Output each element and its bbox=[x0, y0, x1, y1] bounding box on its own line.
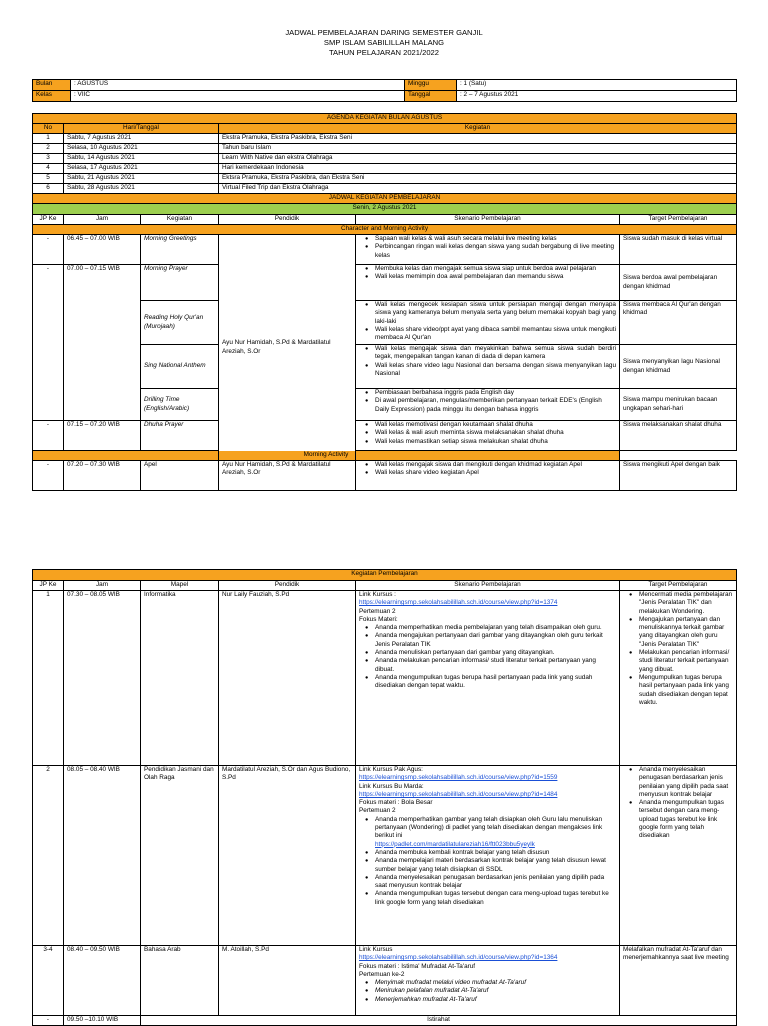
agenda-date: Sabtu, 7 Agustus 2021 bbox=[64, 134, 219, 144]
skenario-cell bbox=[356, 946, 620, 1016]
skenario-item: ● Menerjemahkan mufradat At-Ta'aruf bbox=[375, 996, 616, 1004]
schedule-table bbox=[32, 113, 737, 491]
table-row bbox=[33, 265, 737, 301]
target-item: ● Ananda mengumpulkan tugas tersebut dengan cara meng-upload tugas terebut ke link google form yang telah disediakan bbox=[639, 799, 733, 840]
jp-cell: - bbox=[33, 461, 64, 491]
mapel-cell: Pendidikan Jasmani dan Olah Raga bbox=[141, 766, 219, 946]
skenario-item: ● Menyimak mufradat melalui video mufradat At-Ta'aruf bbox=[375, 979, 616, 987]
pendidik-cell: Nur Laily Fauziah, S.Pd bbox=[219, 591, 356, 766]
skenario-item: ● Di awal pembelajaran, mengulas/memberikan pertanyaan terkait EDE's (English Daily Expression) pada minggu itu dengan bahasa inggris bbox=[375, 397, 616, 414]
break-cell: Istirahat bbox=[141, 1016, 737, 1026]
mapel-cell: Bahasa Arab bbox=[141, 946, 219, 1016]
jadwal-title: JADWAL KEGIATAN PEMBELAJARAN bbox=[33, 194, 737, 204]
table-row bbox=[33, 591, 737, 766]
agenda-col-activity: Kegiatan bbox=[219, 124, 737, 134]
jam-cell: 09.50 –10.10 WIB bbox=[64, 1016, 141, 1026]
jam-cell: 07.30 – 08.05 WIB bbox=[64, 591, 141, 766]
agenda-title: AGENDA KEGIATAN BULAN AGUSTUS bbox=[33, 114, 737, 124]
skenario-cell bbox=[356, 345, 620, 389]
info-table bbox=[32, 79, 737, 102]
link-label: Link Kursus : bbox=[359, 591, 396, 598]
title-line-2: SMP ISLAM SABILILLAH MALANG bbox=[323, 38, 445, 47]
col-jp: JP Ke bbox=[33, 215, 64, 225]
jam-cell: 08.05 – 08.40 WIB bbox=[64, 766, 141, 946]
skenario-item: ● Ananda mengumpulkan tugas tersebut dengan cara meng-upload tugas terebut ke link google form yang telah disediakan bbox=[375, 890, 616, 907]
skenario-item: ● Wali kelas memotivasi dengan keutamaan shalat dhuha bbox=[375, 421, 616, 429]
pendidik-cell: M. Atoillah, S.Pd bbox=[219, 946, 356, 1016]
pendidik-cell: Mardatilatul Areziah, S.Or dan Agus Budiono, S.Pd bbox=[219, 766, 356, 946]
target-item: ● Mencermati media pembelajaran "Jenis Peralatan TIK" dan melakukan Wondering. bbox=[639, 591, 733, 616]
jp-cell: - bbox=[33, 265, 64, 421]
agenda-col-no: No bbox=[33, 124, 64, 134]
pendidik-cell: Ayu Nur Hamidah, S.Pd & Mardatilatul Areziah, S.Or bbox=[219, 235, 356, 461]
target-item: ● Mengajukan pertanyaan dan menuliskannya terkait gambar yang ditayangkan oleh guru "Jenis Peralatan TIK" bbox=[639, 616, 733, 649]
agenda-row bbox=[33, 184, 737, 194]
skenario-cell bbox=[356, 389, 620, 421]
agenda-no: 2 bbox=[33, 144, 64, 154]
skenario-cell bbox=[356, 421, 620, 451]
agenda-activity: Hari kemerdekaan Indonesia bbox=[219, 164, 737, 174]
kegiatan-cell: Morning Greetings bbox=[141, 235, 219, 265]
agenda-row bbox=[33, 174, 737, 184]
kegiatan-cell: Morning Prayer bbox=[141, 265, 219, 301]
skenario-text: Ananda memperhatikan gambar yang telah disiapkan oleh Guru lalu menuliskan pertanyaan (Wondering) di padlet yang telah disediakan dengan mengakses link berikut ini bbox=[375, 815, 603, 840]
skenario-cell bbox=[356, 265, 620, 301]
col-target: Target Pembelajaran bbox=[620, 581, 737, 591]
col-jam: Jam bbox=[64, 215, 141, 225]
skenario-item: ● Ananda mengumpulkan tugas berupa hasil pertanyaan pada link yang sudah disediakan dengan tepat waktu. bbox=[375, 674, 616, 691]
section-morning: Morning Activity bbox=[33, 451, 620, 461]
agenda-col-date: Hari/Tanggal bbox=[64, 124, 219, 134]
link-label: Link Kursus bbox=[359, 946, 393, 953]
course-link[interactable]: https://elearningsmp.sekolahsabilillah.sch.id/course/view.php?id=1364 bbox=[359, 954, 558, 962]
table-row bbox=[33, 421, 737, 451]
target-cell: Siswa mampu menirukan bacaan ungkapan sehari-hari bbox=[620, 389, 737, 421]
focus-label: Fokus materi : Bola Besar bbox=[359, 799, 433, 807]
kegiatan-cell: Apel bbox=[141, 461, 219, 491]
mapel-cell: Informatika bbox=[141, 591, 219, 766]
col-skenario: Skenario Pembelajaran bbox=[356, 581, 620, 591]
skenario-item: ● Wali kelas share video lagu Nasional dan bersama dengan siswa menyanyikan lagu Nasional bbox=[375, 362, 616, 379]
doc-title bbox=[0, 28, 768, 58]
jp-cell: - bbox=[33, 1016, 64, 1026]
title-line-3: TAHUN PELAJARAN 2021/2022 bbox=[328, 48, 440, 57]
target-item: ● Ananda menyelesaikan penugasan berdasarkan jenis penilaian yang dipilih pada saat menyusun kontrak belajar bbox=[639, 766, 733, 799]
target-cell: Melafalkan mufradat At-Ta'aruf dan menerjemahkannya saat live meeting bbox=[620, 946, 737, 1016]
kelas-label: Kelas bbox=[33, 91, 71, 102]
skenario-item: ● Ananda membuka kembali kontrak belajar yang telah disusun bbox=[375, 849, 616, 857]
target-cell: Siswa membaca Al Qur'an dengan khidmad bbox=[620, 301, 737, 345]
target-item: ● Melakukan pencarian informasi/ studi literatur terkait pertanyaan yang dibuat. bbox=[639, 649, 733, 674]
target-cell: Siswa mengikuti Apel dengan baik bbox=[620, 461, 737, 491]
skenario-item: ● Wali kelas share video kegiatan Apel bbox=[375, 469, 616, 477]
table-row bbox=[33, 461, 737, 491]
col-skenario: Skenario Pembelajaran bbox=[356, 215, 620, 225]
kbm-title: Kegiatan Pembelajaran bbox=[33, 570, 737, 581]
skenario-cell bbox=[356, 461, 620, 491]
meeting-label: Pertemuan ke-2 bbox=[359, 970, 405, 978]
minggu-label: Minggu bbox=[405, 80, 457, 91]
skenario-item: ● Ananda mempelajari materi berdasarkan kontrak belajar yang telah disusun lewat sumber belajar yang telah disiapkan di SSDL bbox=[375, 857, 616, 874]
skenario-item: ● Wali kelas memimpin doa awal pembelajaran dan memandu siswa bbox=[375, 273, 616, 281]
table-row bbox=[33, 1016, 737, 1026]
course-link[interactable]: https://elearningsmp.sekolahsabilillah.sch.id/course/view.php?id=1484 bbox=[359, 790, 558, 798]
skenario-item: ● Ananda memperhatikan media pembelajaran yang telah disampaikan oleh guru. bbox=[375, 624, 616, 632]
skenario-item: ● Ananda melakukan pencarian informasi/ studi literatur terkait pertanyaan yang dibuat. bbox=[375, 657, 616, 674]
agenda-row bbox=[33, 164, 737, 174]
skenario-item: ● Perbincangan ringan wali kelas dengan siswa yang sudah bergabung di live meeting kelas bbox=[375, 243, 616, 260]
agenda-row bbox=[33, 134, 737, 144]
agenda-row bbox=[33, 144, 737, 154]
skenario-item: ● Ananda menyelesaikan penugasan berdasarkan jenis penilaian yang dipilih pada saat menyusun kontrak belajar bbox=[375, 874, 616, 891]
meeting-label: Pertemuan 2 bbox=[359, 807, 396, 815]
jp-cell: - bbox=[33, 235, 64, 265]
focus-label: Fokus Materi: bbox=[359, 615, 398, 623]
tanggal-label: Tanggal bbox=[405, 91, 457, 102]
skenario-item: ● Wali kelas mengajak siswa dan mengikuti dengan khidmad kegiatan Apel bbox=[375, 461, 616, 469]
skenario-cell bbox=[356, 766, 620, 946]
focus-label: Fokus materi : Istima' Mufradat At-Ta'aruf bbox=[359, 962, 476, 970]
agenda-no: 5 bbox=[33, 174, 64, 184]
skenario-item: ● Wali kelas mengecek kesiapan siswa untuk persiapan mengaji dengan menyapa siswa yang kameranya belum menyala serta yang belum memakai kopyah bagi yang laki-laki bbox=[375, 301, 616, 326]
jp-cell: 2 bbox=[33, 766, 64, 946]
meeting-label: Pertemuan 2 bbox=[359, 607, 396, 615]
skenario-item: ● Pembiasaan berbahasa inggris pada English day bbox=[375, 389, 616, 397]
col-kegiatan: Kegiatan bbox=[141, 215, 219, 225]
skenario-item: ● Membuka kelas dan mengajak semua siswa siap untuk berdoa awal pelajaran bbox=[375, 265, 616, 273]
skenario-item: ● Ananda mengajukan pertanyaan dari gambar yang ditayangkan oleh guru terkait Jenis Peralatan TIK bbox=[375, 632, 616, 649]
table-row bbox=[33, 946, 737, 1016]
target-item: ● Mengumpulkan tugas berupa hasil pertanyaan pada link yang sudah disediakan dengan tepat waktu. bbox=[639, 674, 733, 707]
kegiatan-cell: Reading Holy Qur'an (Murojaah) bbox=[141, 301, 219, 345]
pendidik-cell: Ayu Nur Hamidah, S.Pd & Mardatilatul Areziah, S.Or bbox=[219, 461, 356, 491]
col-target: Target Pembelajaran bbox=[620, 215, 737, 225]
target-cell: Siswa sudah masuk di kelas virtual bbox=[620, 235, 737, 265]
agenda-activity: Ekstra Pramuka, Ekstra Paskibra, Ekstra Seni bbox=[219, 134, 737, 144]
skenario-item: ● Menirukan pelafalan mufradat At-Ta'aruf bbox=[375, 987, 616, 995]
col-jp: JP Ke bbox=[33, 581, 64, 591]
link-label: Link Kursus Pak Agus: bbox=[359, 766, 423, 773]
target-cell bbox=[620, 591, 737, 766]
kelas-value: : VIIC bbox=[71, 91, 405, 102]
skenario-item: ● Wali kelas share video/ppt ayat yang dibaca sambil memantau siswa untuk mengikuti membaca Al Qur'an bbox=[375, 326, 616, 343]
agenda-date: Selasa, 10 Agustus 2021 bbox=[64, 144, 219, 154]
agenda-activity: Tahun baru Islam bbox=[219, 144, 737, 154]
title-line-1: JADWAL PEMBELAJARAN DARING SEMESTER GANJIL bbox=[285, 28, 483, 37]
target-cell: Siswa berdoa awal pembelajaran dengan khidmad bbox=[620, 265, 737, 301]
jam-cell: 08.40 – 09.50 WIB bbox=[64, 946, 141, 1016]
target-cell: Siswa melaksanakan shalat dhuha bbox=[620, 421, 737, 451]
agenda-date: Sabtu, 14 Agustus 2021 bbox=[64, 154, 219, 164]
skenario-cell bbox=[356, 301, 620, 345]
jam-cell: 07.20 – 07.30 WIB bbox=[64, 461, 141, 491]
skenario-cell bbox=[356, 591, 620, 766]
jp-cell: 3-4 bbox=[33, 946, 64, 1016]
skenario-item: ● Ananda menuliskan pertanyaan dari gambar yang ditayangkan. bbox=[375, 649, 616, 657]
kegiatan-cell: Sing National Anthem bbox=[141, 345, 219, 389]
agenda-date: Sabtu, 21 Agustus 2021 bbox=[64, 174, 219, 184]
skenario-item: ● Wali kelas mengajak siswa dan meyakinkan bahwa semua siswa sudah berdiri tegak, mengepalkan tangan kanan di dada di depan kamera bbox=[375, 345, 616, 362]
jp-cell: - bbox=[33, 421, 64, 451]
section-character: Character and Morning Activity bbox=[33, 225, 737, 235]
agenda-activity: Learn With Native dan ekstra Olahraga bbox=[219, 154, 737, 164]
jam-cell: 07.15 – 07.20 WIB bbox=[64, 421, 141, 451]
table-row bbox=[33, 766, 737, 946]
agenda-no: 1 bbox=[33, 134, 64, 144]
agenda-no: 4 bbox=[33, 164, 64, 174]
skenario-item bbox=[375, 816, 616, 849]
kegiatan-cell: Drilling Time (English/Arabic) bbox=[141, 389, 219, 421]
bulan-value: : AGUSTUS bbox=[71, 80, 405, 91]
skenario-item: ● Wali kelas & wali asuh meminta siswa melaksanakan shalat dhuha bbox=[375, 429, 616, 437]
agenda-row bbox=[33, 154, 737, 164]
table-row bbox=[33, 235, 737, 265]
agenda-activity: Ektsra Pramuka, Ekstra Paskibra, dan Ekstra Seni bbox=[219, 174, 737, 184]
agenda-activity: Virtual Filed Trip dan Ekstra Olahraga bbox=[219, 184, 737, 194]
skenario-item: ● Wali kelas memastikan setiap siswa melakukan shalat dhuha bbox=[375, 438, 616, 446]
kbm-table bbox=[32, 569, 737, 1026]
skenario-item: ● Sapaan wali kelas & wali asuh secara melalui live meeting kelas bbox=[375, 235, 616, 243]
bulan-label: Bulan bbox=[33, 80, 71, 91]
tanggal-value: : 2 – 7 Agustus 2021 bbox=[457, 91, 737, 102]
jam-cell: 07.00 – 07.15 WIB bbox=[64, 265, 141, 421]
padlet-link[interactable]: https://padlet.com/mardatilatulareziah16/ftt023bbu5yeylk bbox=[375, 840, 535, 848]
col-pendidik: Pendidik bbox=[219, 215, 356, 225]
kegiatan-cell: Dhuha Prayer bbox=[141, 421, 219, 451]
col-jam: Jam bbox=[64, 581, 141, 591]
jp-cell: 1 bbox=[33, 591, 64, 766]
target-cell: Siswa menyanyikan lagu Nasional dengan khidmad bbox=[620, 345, 737, 389]
jam-cell: 06.45 – 07.00 WIB bbox=[64, 235, 141, 265]
course-link[interactable]: https://elearningsmp.sekolahsabilillah.sch.id/course/view.php?id=1559 bbox=[359, 774, 558, 782]
skenario-cell bbox=[356, 235, 620, 265]
agenda-no: 3 bbox=[33, 154, 64, 164]
col-mapel: Mapel bbox=[141, 581, 219, 591]
minggu-value: : 1 (Satu) bbox=[457, 80, 737, 91]
agenda-no: 6 bbox=[33, 184, 64, 194]
target-cell bbox=[620, 766, 737, 946]
jadwal-day: Senin, 2 Agustus 2021 bbox=[33, 204, 737, 215]
course-link[interactable]: https://elearningsmp.sekolahsabilillah.sch.id/course/view.php?id=1374 bbox=[359, 599, 558, 607]
agenda-date: Selasa, 17 Agustus 2021 bbox=[64, 164, 219, 174]
link-label: Link Kursus Bu Marda: bbox=[359, 782, 424, 790]
agenda-date: Sabtu, 28 Agustus 2021 bbox=[64, 184, 219, 194]
col-pendidik: Pendidik bbox=[219, 581, 356, 591]
